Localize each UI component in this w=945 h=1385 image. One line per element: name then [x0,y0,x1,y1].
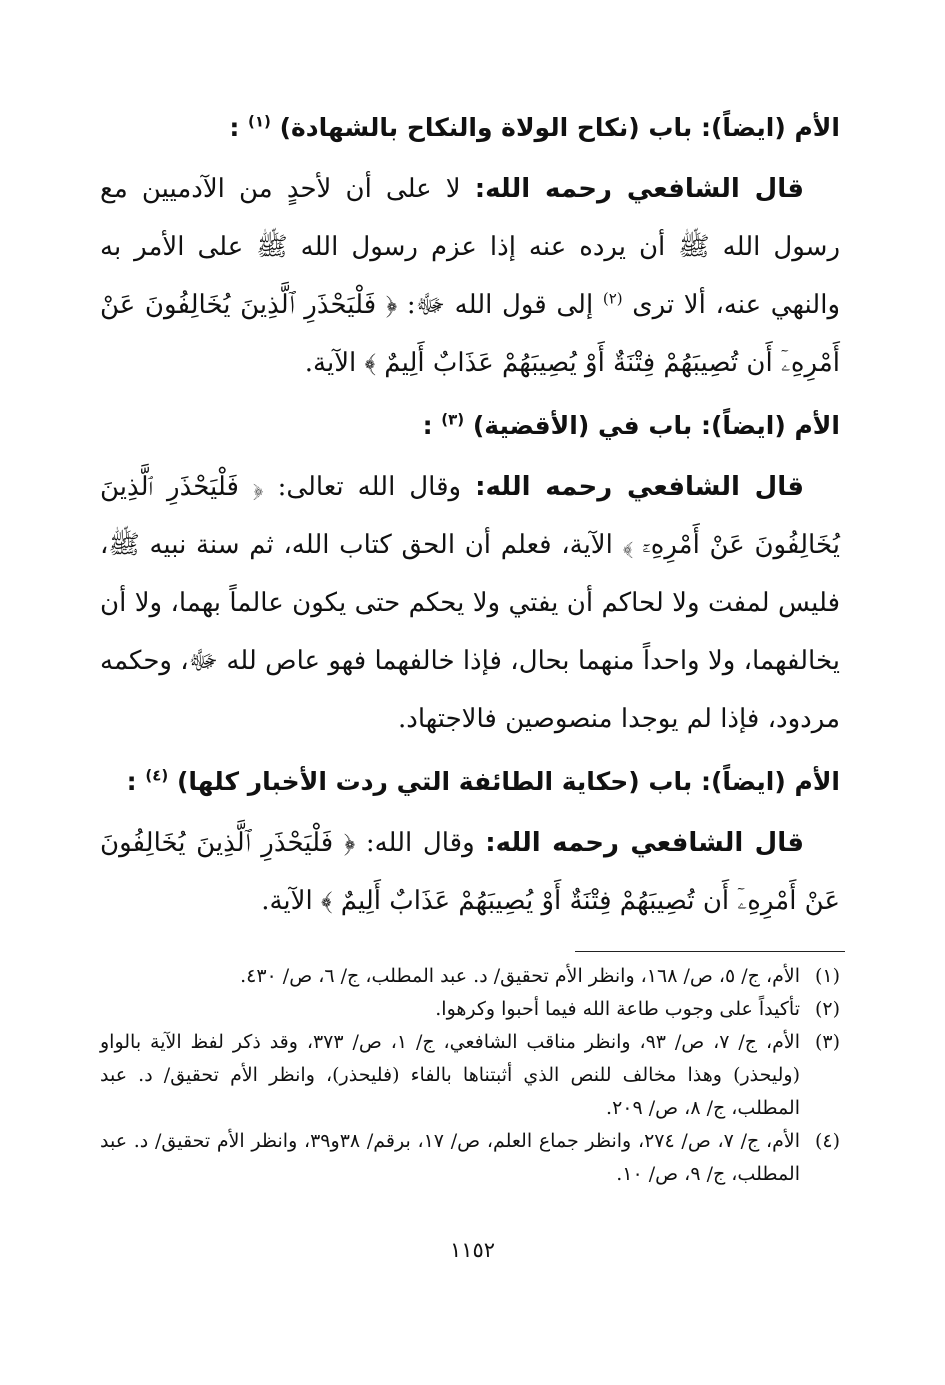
heading-text: الأم (ايضاً): باب (حكاية الطائفة التي ردت الأخبار كلها) [176,767,840,796]
footnote-1 [100,960,840,993]
paragraph-lead: قال الشافعي رحمه الله: [475,472,804,502]
section-heading-2 [100,398,840,454]
footnote-text: الأم، ج/ ٧، ص/ ٩٣، وانظر مناقب الشافعي، ج/ ١، ص/ ٣٧٣، وقد ذكر لفظ الآية بالواو (وليحذر) وهذا مخالف للنص الذي أثبتناها بالفاء (فليحذر)، وانظر الأم تحقيق/ د. عبد المطلب، ج/ ٨، ص/ ٢٠٩. [100,1031,800,1119]
heading-text: الأم (ايضاً): باب في (الأقضية) [472,411,840,440]
section-paragraph-2 [100,458,840,748]
footnote-ref-1[interactable]: (١) [248,112,271,131]
footnote-ref-3[interactable]: (٣) [441,410,465,429]
footnote-text: الأم، ج/ ٧، ص/ ٢٧٤، وانظر جماع العلم، ص/ ١٧، برقم/ ٣٨و٣٩، وانظر الأم تحقيق/ د. عبد المطلب، ج/ ٩، ص/ ١٠. [100,1130,800,1185]
footnotes [100,960,840,1191]
footnote-4 [100,1125,840,1191]
paragraph-text: وقال الله تعالى: ﴿ فَلْيَحْذَرِ ٱلَّذِينَ يُخَالِفُونَ عَنْ أَمْرِهِۦٓ ﴾ الآية، فعلم أن الحق كتاب الله، ثم سنة نبيه ﷺ، فليس لمفت ولا لحاكم أن يفتي ولا يحكم حتى يكون عالماً بهما، ولا أن يخالفهما، ولا واحداً منهما بحال، فإذا خالفهما فهو عاص لله ﷻ، وحكمه مردود، فإذا لم يوجدا منصوصين فالاجتهاد. [100,472,840,734]
footnote-2 [100,993,840,1026]
footnote-number: (٤) [814,1130,840,1152]
section-heading-3 [100,754,840,810]
heading-colon: : [422,411,433,440]
paragraph-lead: قال الشافعي رحمه الله: [485,828,804,858]
section-paragraph-1 [100,160,840,392]
footnote-separator [575,951,845,952]
footnote-number: (١) [814,965,840,987]
heading-colon: : [229,113,240,142]
footnote-number: (٢) [814,998,840,1020]
paragraph-text: إلى قول الله ﷻ: ﴿ فَلْيَحْذَرِ ٱلَّذِينَ يُخَالِفُونَ عَنْ أَمْرِهِۦٓ أَن تُصِيبَهُمْ فِتْنَةٌ أَوْ يُصِيبَهُمْ عَذَابٌ أَلِيمٌ ﴾ الآية. [100,290,840,378]
paragraph-text: وقال الله: ﴿ فَلْيَحْذَرِ ٱلَّذِينَ يُخَالِفُونَ عَنْ أَمْرِهِۦٓ أَن تُصِيبَهُمْ فِتْنَةٌ أَوْ يُصِيبَهُمْ عَذَابٌ أَلِيمٌ ﴾ الآية. [100,828,840,916]
paragraph-text: لا على أن لأحدٍ من الآدميين مع رسول الله ﷺ أن يرده عنه إذا عزم رسول الله ﷺ على الأمر به والنهي عنه، ألا ترى [100,174,841,320]
footnote-ref-2[interactable]: (٢) [602,289,623,308]
paragraph-lead: قال الشافعي رحمه الله: [474,174,804,204]
footnote-text: تأكيداً على وجوب طاعة الله فيما أحبوا وكرهوا. [435,998,800,1020]
footnote-text: الأم، ج/ ٥، ص/ ١٦٨، وانظر الأم تحقيق/ د. عبد المطلب، ج/ ٦، ص/ ٤٣٠. [240,965,800,987]
page-number: ١١٥٢ [449,1238,496,1262]
section-paragraph-3 [100,814,840,930]
heading-text: الأم (ايضاً): باب (نكاح الولاة والنكاح بالشهادة) [279,113,840,142]
heading-colon: : [126,767,137,796]
main-text [100,100,840,936]
footnote-3 [100,1026,840,1125]
footnote-ref-4[interactable]: (٤) [145,766,169,785]
section-heading-1 [100,100,840,156]
footnote-number: (٣) [814,1031,840,1053]
